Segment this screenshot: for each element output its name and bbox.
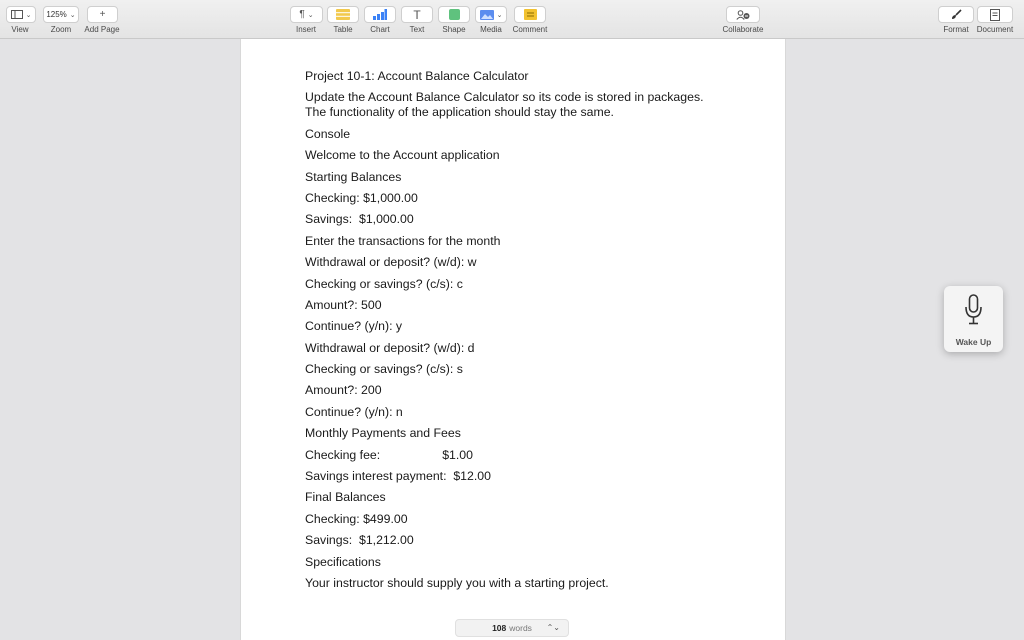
doc-line: Checking or savings? (c/s): s (305, 362, 463, 377)
bar-chart-icon (373, 9, 387, 20)
doc-line: Withdrawal or deposit? (w/d): w (305, 255, 477, 270)
plus-icon: + (99, 8, 106, 20)
zoom-label: Zoom (50, 25, 72, 34)
doc-line: Starting Balances (305, 169, 402, 184)
table-icon (336, 9, 350, 20)
comment-button[interactable] (514, 6, 546, 23)
doc-line: Savings: $1,000.00 (305, 212, 414, 227)
image-icon (480, 10, 494, 20)
chevron-down-icon: ⌄ (307, 11, 314, 19)
text-button[interactable] (401, 6, 433, 23)
doc-line: Checking or savings? (c/s): c (305, 276, 463, 291)
microphone-icon (964, 294, 983, 326)
doc-line: Enter the transactions for the month (305, 233, 501, 248)
zoom-value: 125% (46, 10, 67, 19)
chevron-down-icon: ⌄ (69, 11, 76, 19)
comment-label: Comment (512, 25, 548, 34)
doc-line: Withdrawal or deposit? (w/d): d (305, 340, 475, 355)
paintbrush-icon (951, 9, 962, 20)
chevron-down-icon: ⌄ (496, 11, 503, 19)
doc-line: Amount?: 500 (305, 297, 382, 312)
word-count-unit: words (509, 623, 532, 633)
add-page-label: Add Page (84, 25, 120, 34)
doc-line: Savings interest payment: $12.00 (305, 469, 491, 484)
text-box-icon: T (413, 7, 421, 22)
add-page-button[interactable] (87, 6, 118, 23)
comment-icon (524, 9, 537, 20)
comment-control[interactable] (514, 0, 546, 38)
pilcrow-icon: ¶ (299, 8, 305, 20)
text-label: Text (409, 25, 425, 34)
wake-up-label[interactable]: Wake Up (955, 337, 992, 347)
document-control[interactable] (977, 0, 1013, 38)
doc-line: Console (305, 126, 351, 141)
document-icon (990, 9, 1000, 21)
checking-fee-line (305, 448, 725, 463)
word-count-value: 108 (492, 623, 507, 633)
chevron-down-icon: ⌄ (25, 11, 32, 19)
view-button[interactable] (6, 6, 36, 23)
doc-line: Specifications (305, 554, 381, 569)
media-button[interactable] (475, 6, 507, 23)
format-label: Format (943, 25, 969, 34)
insert-button[interactable] (290, 6, 323, 23)
doc-line: Monthly Payments and Fees (305, 426, 461, 441)
doc-line: Project 10-1: Account Balance Calculator (305, 69, 529, 83)
table-button[interactable] (327, 6, 359, 23)
doc-line: Your instructor should supply you with a starting project. (305, 575, 609, 590)
document-label: Document (976, 25, 1014, 34)
collaborate-label: Collaborate (722, 25, 764, 34)
zoom-select[interactable] (43, 6, 79, 23)
add-page-control[interactable] (84, 0, 120, 38)
collaborate-icon (736, 10, 750, 20)
document-body[interactable] (305, 69, 725, 597)
up-down-chevron-icon: ⌃⌄ (546, 623, 560, 632)
word-count-control[interactable] (455, 619, 569, 637)
shape-label: Shape (442, 25, 466, 34)
doc-line: Checking: $1,000.00 (305, 190, 418, 205)
document-button[interactable] (977, 6, 1013, 23)
view-label: View (11, 25, 29, 34)
collaborate-button[interactable] (726, 6, 760, 23)
insert-label: Insert (295, 25, 316, 34)
checking-fee-label: Checking fee: (305, 447, 381, 462)
doc-line: Continue? (y/n): n (305, 404, 403, 419)
media-label: Media (480, 25, 502, 34)
shape-icon (449, 9, 460, 20)
checking-fee-value: $1.00 (442, 447, 473, 462)
sidebar-icon (11, 10, 23, 19)
table-label: Table (333, 25, 353, 34)
doc-line: Checking: $499.00 (305, 511, 408, 526)
shape-button[interactable] (438, 6, 470, 23)
doc-line: Amount?: 200 (305, 383, 382, 398)
doc-line: Final Balances (305, 490, 386, 505)
collaborate-control[interactable] (722, 0, 764, 38)
doc-line: Welcome to the Account application (305, 148, 500, 163)
voice-control-widget[interactable] (944, 286, 1003, 352)
format-button[interactable] (938, 6, 974, 23)
document-page[interactable] (240, 39, 786, 640)
toolbar (0, 0, 1024, 39)
doc-line: Savings: $1,212.00 (305, 533, 414, 548)
chart-label: Chart (370, 25, 390, 34)
doc-line: Update the Account Balance Calculator so its code is stored in packages. The functionality of the application should stay the same. (305, 90, 704, 120)
doc-line: Continue? (y/n): y (305, 319, 403, 334)
chart-button[interactable] (364, 6, 396, 23)
